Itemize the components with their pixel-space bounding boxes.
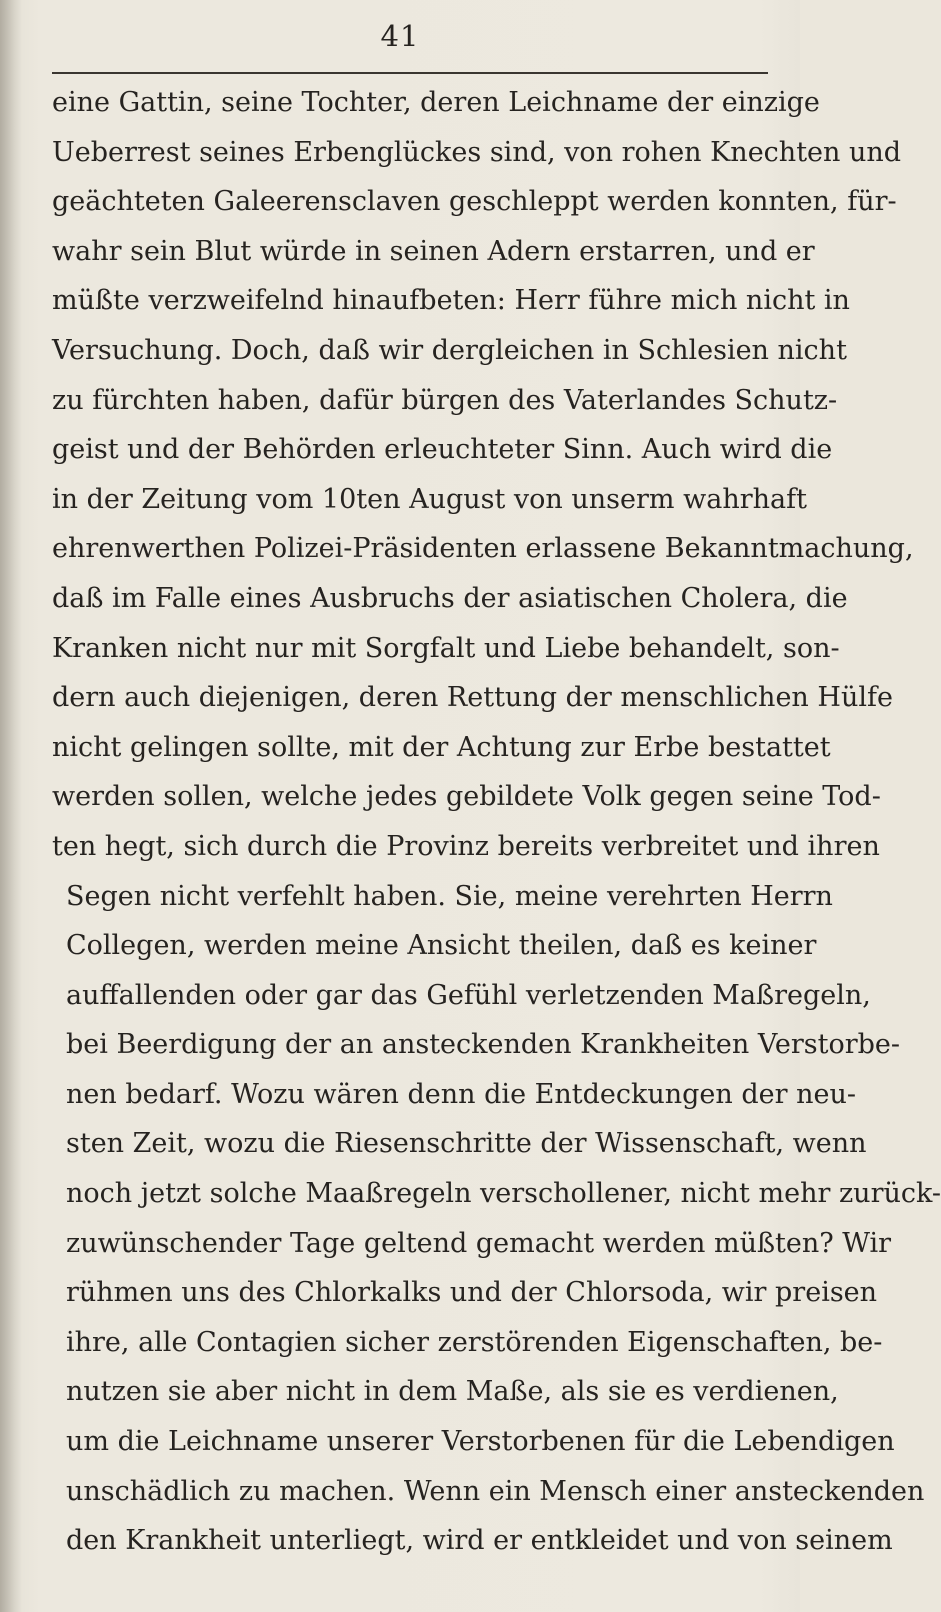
text-line: ihre, alle Contagien sicher zerstörenden Eigenschaften, be-	[66, 1326, 883, 1358]
text-line: Versuchung. Doch, daß wir dergleichen in Schlesien nicht	[52, 334, 847, 366]
text-line: nen bedarf. Wozu wären denn die Entdeckungen der neu-	[66, 1078, 856, 1110]
text-line: wahr sein Blut würde in seinen Adern erstarren, und er	[52, 235, 815, 267]
text-line: den Krankheit unterliegt, wird er entkleidet und von seinem	[66, 1525, 893, 1557]
text-line: geächteten Galeerensclaven geschleppt werden konnten, für-	[52, 186, 897, 218]
text-line: rühmen uns des Chlorkalks und der Chlorsoda, wir preisen	[66, 1277, 878, 1309]
text-line: bei Beerdigung der an ansteckenden Krankheiten Verstorbe-	[66, 1029, 900, 1061]
text-line: dern auch diejenigen, deren Rettung der menschlichen Hülfe	[52, 682, 893, 714]
text-line: Ueberrest seines Erbenglückes sind, von rohen Knechten und	[52, 136, 902, 168]
text-line: zuwünschender Tage geltend gemacht werden müßten? Wir	[66, 1227, 892, 1259]
text-line: müßte verzweifelnd hinaufbeten: Herr führe mich nicht in	[52, 285, 850, 317]
text-line: Collegen, werden meine Ansicht theilen, daß es keiner	[66, 930, 817, 962]
text-line: eine Gattin, seine Tochter, deren Leichname der einzige	[52, 87, 820, 118]
text-line: noch jetzt solche Maaßregeln verschollener, nicht mehr zurück-	[66, 1178, 941, 1210]
text-line: nutzen sie aber nicht in dem Maße, als sie es verdienen,	[66, 1376, 839, 1408]
text-line: nicht gelingen sollte, mit der Achtung zur Erbe bestattet	[52, 731, 831, 763]
header-rule	[52, 72, 768, 74]
text-line: ten hegt, sich durch die Provinz bereits verbreitet und ihren	[52, 830, 880, 862]
page-number: 41	[380, 19, 420, 53]
text-line: ehrenwerthen Polizei-Präsidenten erlassene Bekanntmachung,	[52, 533, 914, 565]
text-line: daß im Falle eines Ausbruchs der asiatischen Cholera, die	[52, 582, 848, 614]
text-line: geist und der Behörden erleuchteter Sinn. Auch wird die	[52, 434, 833, 466]
text-line: Kranken nicht nur mit Sorgfalt und Liebe behandelt, son-	[52, 632, 840, 664]
text-line: Segen nicht verfehlt haben. Sie, meine verehrten Herrn	[66, 880, 833, 912]
text-line: zu fürchten haben, dafür bürgen des Vaterlandes Schutz-	[52, 384, 838, 416]
text-line: auffallenden oder gar das Gefühl verletzenden Maßregeln,	[66, 979, 871, 1011]
text-line: werden sollen, welche jedes gebildete Volk gegen seine Tod-	[52, 781, 881, 813]
binding-shadow	[0, 0, 22, 1612]
body-text	[52, 78, 941, 1566]
text-line: unschädlich zu machen. Wenn ein Mensch einer ansteckenden	[66, 1475, 925, 1507]
text-line: um die Leichname unserer Verstorbenen für die Lebendigen	[66, 1426, 895, 1458]
text-line: sten Zeit, wozu die Riesenschritte der Wissenschaft, wenn	[66, 1128, 867, 1160]
text-line: in der Zeitung vom 10ten August von unserm wahrhaft	[52, 483, 807, 515]
